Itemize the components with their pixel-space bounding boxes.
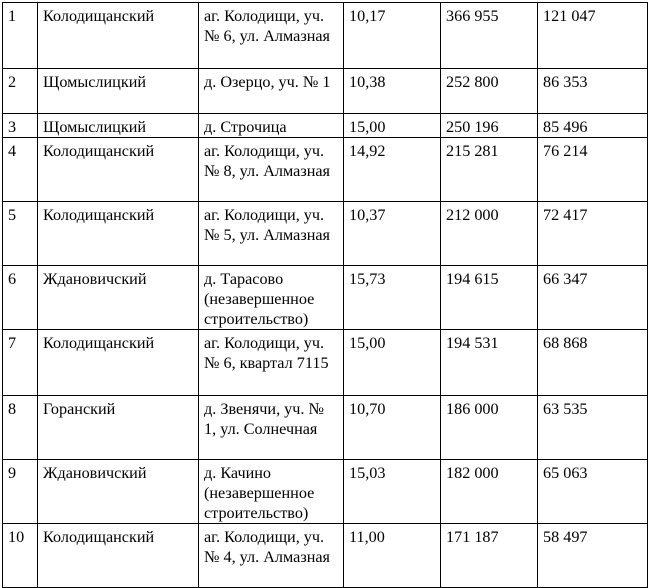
value2-cell: 121 047 [538,3,648,69]
value1-cell: 250 196 [441,114,538,138]
location-cell: аг. Колодищи, уч. № 6, ул. Алмазная [199,3,344,69]
value2-cell: 58 497 [538,524,648,588]
row-number: 9 [3,460,38,524]
row-number: 6 [3,266,38,330]
location-cell: д. Озерцо, уч. № 1 [199,69,344,114]
location-cell: аг. Колодищи, уч. № 8, ул. Алмазная [199,138,344,202]
value1-cell: 194 531 [441,330,538,396]
district-cell: Колодищанский [38,3,199,69]
area-cell: 10,37 [344,202,441,266]
district-cell: Ждановичский [38,266,199,330]
area-cell: 11,00 [344,524,441,588]
value1-cell: 186 000 [441,396,538,460]
row-number: 2 [3,69,38,114]
area-cell: 14,92 [344,138,441,202]
table-row [3,266,648,330]
district-cell: Колодищанский [38,202,199,266]
district-cell: Ждановичский [38,460,199,524]
value1-cell: 171 187 [441,524,538,588]
row-number: 1 [3,3,38,69]
area-cell: 10,38 [344,69,441,114]
value1-cell: 212 000 [441,202,538,266]
value2-cell: 72 417 [538,202,648,266]
table-row [3,396,648,460]
area-cell: 10,70 [344,396,441,460]
area-cell: 15,73 [344,266,441,330]
value1-cell: 252 800 [441,69,538,114]
area-cell: 15,00 [344,330,441,396]
row-number: 5 [3,202,38,266]
data-table [2,2,648,588]
row-number: 10 [3,524,38,588]
row-number: 8 [3,396,38,460]
value2-cell: 85 496 [538,114,648,138]
table-row [3,330,648,396]
location-cell: аг. Колодищи, уч. № 5, ул. Алмазная [199,202,344,266]
table-row [3,69,648,114]
value2-cell: 65 063 [538,460,648,524]
area-cell: 10,17 [344,3,441,69]
location-cell: д. Тарасово (незавершенное строительство) [199,266,344,330]
table-row [3,3,648,69]
table-row [3,138,648,202]
district-cell: Щомыслицкий [38,69,199,114]
table-row [3,524,648,588]
value2-cell: 76 214 [538,138,648,202]
value2-cell: 86 353 [538,69,648,114]
district-cell: Горанский [38,396,199,460]
location-cell: аг. Колодищи, уч. № 4, ул. Алмазная [199,524,344,588]
table-body [3,3,648,588]
district-cell: Колодищанский [38,524,199,588]
table-row [3,114,648,138]
value2-cell: 68 868 [538,330,648,396]
value1-cell: 194 615 [441,266,538,330]
value1-cell: 215 281 [441,138,538,202]
location-cell: д. Строчица [199,114,344,138]
district-cell: Щомыслицкий [38,114,199,138]
district-cell: Колодищанский [38,330,199,396]
value1-cell: 366 955 [441,3,538,69]
value2-cell: 66 347 [538,266,648,330]
value2-cell: 63 535 [538,396,648,460]
district-cell: Колодищанский [38,138,199,202]
area-cell: 15,00 [344,114,441,138]
location-cell: аг. Колодищи, уч. № 6, квартал 7115 [199,330,344,396]
row-number: 3 [3,114,38,138]
area-cell: 15,03 [344,460,441,524]
location-cell: д. Качино (незавершенное строительство) [199,460,344,524]
value1-cell: 182 000 [441,460,538,524]
location-cell: д. Звенячи, уч. № 1, ул. Солнечная [199,396,344,460]
table-row [3,460,648,524]
table-row [3,202,648,266]
row-number: 7 [3,330,38,396]
row-number: 4 [3,138,38,202]
